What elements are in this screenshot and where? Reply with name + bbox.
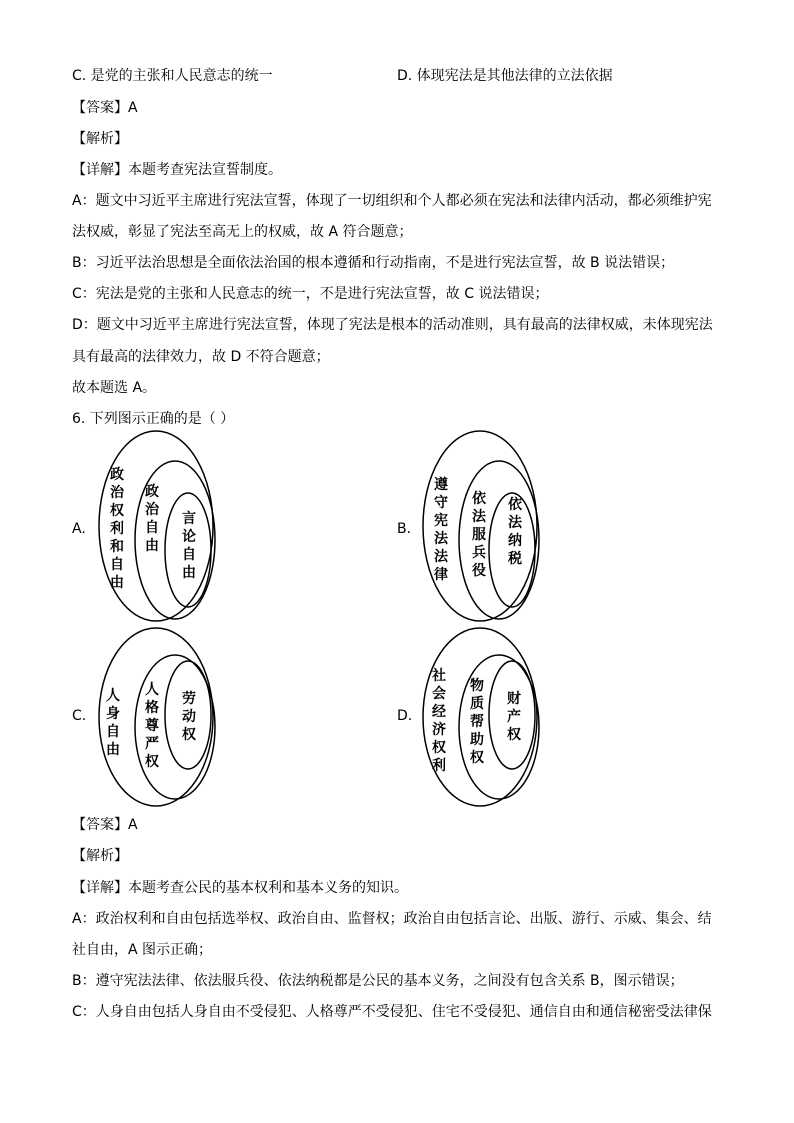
q6-line: A：政治权利和自由包括选举权、政治自由、监督权；政治自由包括言论、出版、游行、示威、集会、结 (72, 911, 712, 927)
outer-label: 人身自由 (106, 688, 120, 758)
q5-line: C：宪法是党的主张和人民意志的统一，不是进行宪法宣誓，故 C 说法错误； (72, 286, 549, 302)
option-a-diagram (98, 428, 228, 624)
q5-line: D：题文中习近平主席进行宪法宣誓，体现了宪法是根本的活动准则，具有最高的法律权威，未体现宪法 (72, 317, 713, 333)
q6-line: C：人身自由包括人身自由不受侵犯、人格尊严不受侵犯、住宅不受侵犯、通信自由和通信秘密受法律保 (72, 1004, 712, 1020)
option-c-diagram (98, 625, 228, 821)
q5-answer: 【答案】A (72, 100, 138, 116)
outer-label: 政治权利和自由 (110, 467, 124, 591)
q5-line: 法权威，彰显了宪法至高无上的权威，故 A 符合题意； (72, 224, 413, 240)
option-d-label: D. (397, 708, 413, 724)
q6-line: 社自由，A 图示正确； (72, 942, 213, 958)
q6-line: B：遵守宪法法律、依法服兵役、依法纳税都是公民的基本义务，之间没有包含关系 B，图示错误； (72, 973, 684, 989)
middle-label: 政治自由 (145, 484, 159, 554)
middle-label: 人格尊严权 (145, 682, 159, 770)
inner-label: 财产权 (507, 691, 521, 743)
q5-line: 具有最高的法律效力，故 D 不符合题意； (72, 349, 330, 365)
inner-label: 劳动权 (182, 691, 196, 743)
choice-d: D. 体现宪法是其他法律的立法依据 (397, 68, 613, 84)
option-b-label: B. (397, 521, 412, 537)
q6-answer: 【答案】A (72, 817, 138, 833)
option-d-diagram (422, 625, 552, 821)
inner-label: 言论自由 (182, 511, 196, 581)
choice-c: C. 是党的主张和人民意志的统一 (72, 68, 273, 84)
q5-detail: 【详解】本题考查宪法宣誓制度。 (72, 162, 282, 178)
outer-label: 社会经济权利 (432, 668, 446, 774)
option-c-label: C. (72, 708, 87, 724)
inner-label: 依法纳税 (508, 497, 522, 567)
q6-stem: 6. 下列图示正确的是（ ） (72, 411, 235, 427)
q5-line: 故本题选 A。 (72, 380, 157, 396)
option-b-diagram (422, 428, 552, 624)
middle-label: 依法服兵役 (472, 491, 486, 579)
q5-analysis-heading: 【解析】 (72, 131, 128, 147)
outer-label: 遵守宪法法律 (434, 477, 448, 583)
q6-analysis-heading: 【解析】 (72, 848, 128, 864)
q5-line: B：习近平法治思想是全面依法治国的根本遵循和行动指南，不是进行宪法宣誓，故 B 说法错误； (72, 255, 675, 271)
q5-line: A：题文中习近平主席进行宪法宣誓，体现了一切组织和个人都必须在宪法和法律内活动，都必须维护宪 (72, 193, 712, 209)
middle-label: 物质帮助权 (470, 678, 484, 766)
option-a-label: A. (72, 521, 86, 537)
q6-detail: 【详解】本题考查公民的基本权利和基本义务的知识。 (72, 880, 408, 896)
